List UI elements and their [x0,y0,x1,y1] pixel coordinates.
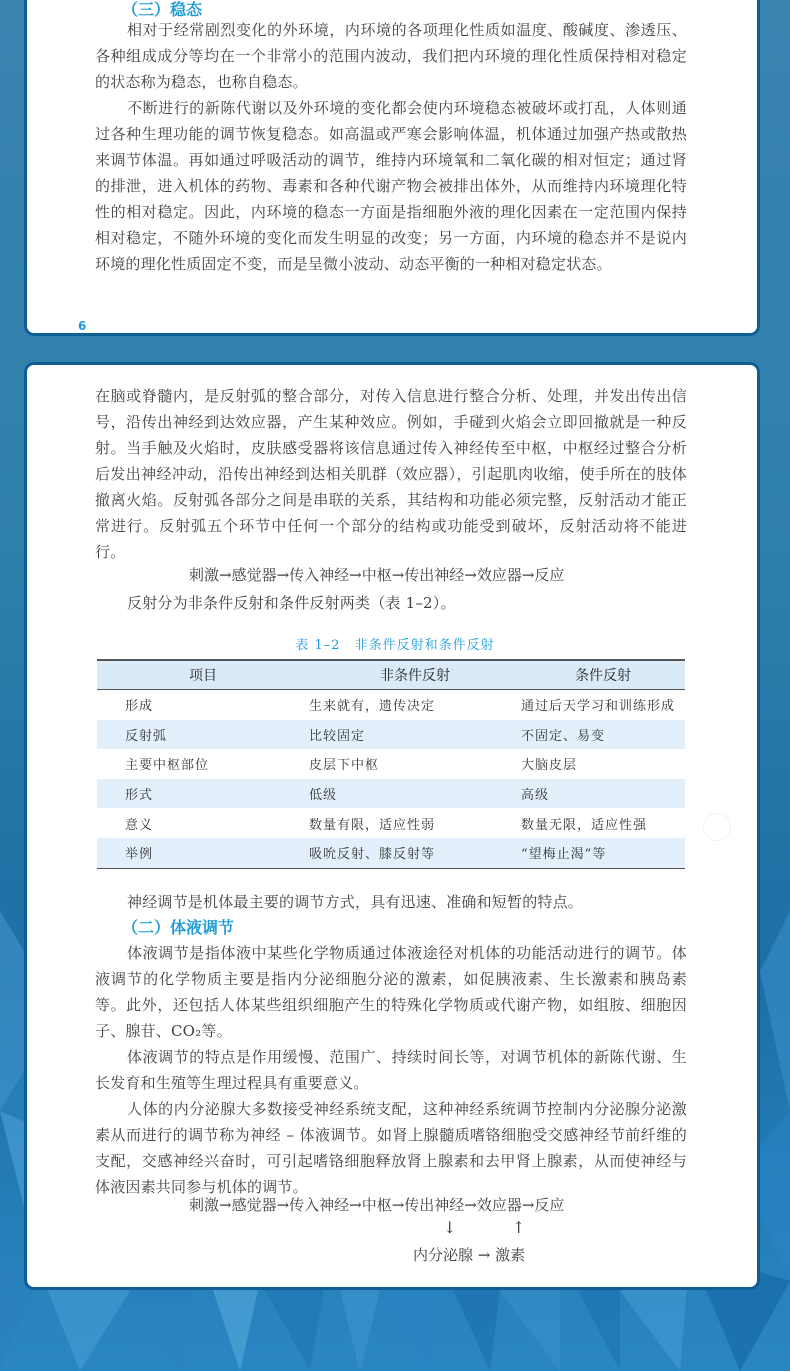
column-header-unconditioned: 非条件反射 [380,668,450,684]
paragraph-neuro-humoral: 人体的内分泌腺大多数接受神经系统支配，这种神经系统调节控制内分泌腺分泌激素从而进行的调节称为神经 – 体液调节。如肾上腺髓质嗜铬细胞受交感神经节前纤维的支配，交感神经兴奋时，可引起嗜铬细胞释放肾上腺素和去甲肾上腺素，从而使神经与体液因素共同参与机体的调节。 [95,1100,687,1196]
table-cell: 举例 [125,847,154,863]
paragraph-homeostasis-definition: 相对于经常剧烈变化的外环境，内环境的各项理化性质如温度、酸碱度、渗透压、各种组成成分等均在一个非常小的范围内波动，我们把内环境的理化性质保持相对稳定的状态称为稳态，也称自稳态。 [95,21,687,91]
table-cell: “望梅止渴”等 [521,847,607,863]
table-cell: 吸吮反射、膝反射等 [309,847,436,863]
column-header-item: 项目 [189,668,217,684]
table-cell: 形成 [125,699,154,715]
column-header-conditioned: 条件反射 [575,668,631,684]
table-cell: 不固定、易变 [521,728,606,744]
table-cell: 反射弧 [125,728,168,744]
table-cell: 大脑皮层 [521,758,578,774]
table-cell: 比较固定 [309,728,366,744]
table-cell: 高级 [521,788,550,804]
table-cell: 通过后天学习和训练形成 [521,699,676,715]
watermark-stamp-icon [703,813,731,841]
table-row [97,838,685,868]
table-row [97,779,685,809]
table-cell: 形式 [125,788,154,804]
paragraph-humoral-features: 体液调节的特点是作用缓慢、范围广、持续时间长等，对调节机体的新陈代谢、生长发育和生殖等生理过程具有重要意义。 [95,1048,687,1092]
table-row [97,690,685,720]
section-heading-humoral-regulation: （二）体液调节 [122,918,235,937]
table-cell: 低级 [309,788,338,804]
table-cell: 生来就有，遗传决定 [309,699,436,715]
neuro-humoral-flow-main: 刺激→感觉器→传入神经→中枢→传出神经→效应器→反应 [189,1196,565,1214]
table-header-row [97,660,685,690]
reflex-comparison-table [97,659,685,869]
up-arrow-icon: ↑ [512,1218,526,1237]
reflex-arc-flow: 刺激→感觉器→传入神经→中枢→传出神经→效应器→反应 [189,566,565,584]
table-row [97,749,685,779]
table-cell: 数量有限，适应性弱 [309,817,436,833]
neuro-humoral-flow-branch: 内分泌腺 → 激素 [413,1246,526,1264]
section-heading-homeostasis: （三）稳态 [122,0,203,19]
down-arrow-icon: ↓ [443,1218,457,1237]
paragraph-humoral-definition: 体液调节是指体液中某些化学物质通过体液途径对机体的功能活动进行的调节。体液调节的化学物质主要是指内分泌细胞分泌的激素，如促胰液素、生长激素和胰岛素等。此外，还包括人体某些组织细胞产生的特殊化学物质或代谢产物，如组胺、细胞因子、腺苷、CO₂等。 [95,944,687,1040]
table-row [97,720,685,750]
paragraph-reflex-arc: 在脑或脊髓内，是反射弧的整合部分，对传入信息进行整合分析、处理，并发出传出信号，沿传出神经到达效应器，产生某种效应。例如，手碰到火焰会立即回撤就是一种反射。当手触及火焰时，皮肤感受器将该信息通过传入神经传至中枢，中枢经过整合分析后发出神经冲动，沿传出神经到达相关肌群（效应器），引起肌肉收缩，使手所在的肢体撤离火焰。反射弧各部分之间是串联的关系，其结构和功能必须完整，反射活动才能正常进行。反射弧五个环节中任何一个部分的结构或功能受到破坏，反射活动将不能进行。 [95,387,687,561]
table-intro-text: 反射分为非条件反射和条件反射两类（表 1–2）。 [127,594,456,612]
table-cell: 皮层下中枢 [309,758,380,774]
table-cell: 主要中枢部位 [125,758,210,774]
table-caption: 表 1–2 非条件反射和条件反射 [295,638,495,653]
table-cell: 意义 [125,817,154,833]
paragraph-homeostasis-regulation: 不断进行的新陈代谢以及外环境的变化都会使内环境稳态被破坏或打乱，人体则通过各种生理功能的调节恢复稳态。如高温或严寒会影响体温，机体通过加强产热或散热来调节体温。再如通过呼吸活动的调节，维持内环境氧和二氧化碳的相对恒定；通过肾的排泄，进入机体的药物、毒素和各种代谢产物会被排出体外，从而维持内环境理化特性的相对稳定。因此，内环境的稳态一方面是指细胞外液的理化因素在一定范围内保持相对稳定，不随外环境的变化而发生明显的改变；另一方面，内环境的稳态并不是说内环境的理化性质固定不变，而是呈微小波动、动态平衡的一种相对稳定状态。 [95,99,687,273]
page-number: 6 [78,319,87,333]
table-cell: 数量无限，适应性强 [521,817,648,833]
table-row [97,808,685,838]
nerve-regulation-summary: 神经调节是机体最主要的调节方式，具有迅速、准确和短暂的特点。 [127,893,584,911]
